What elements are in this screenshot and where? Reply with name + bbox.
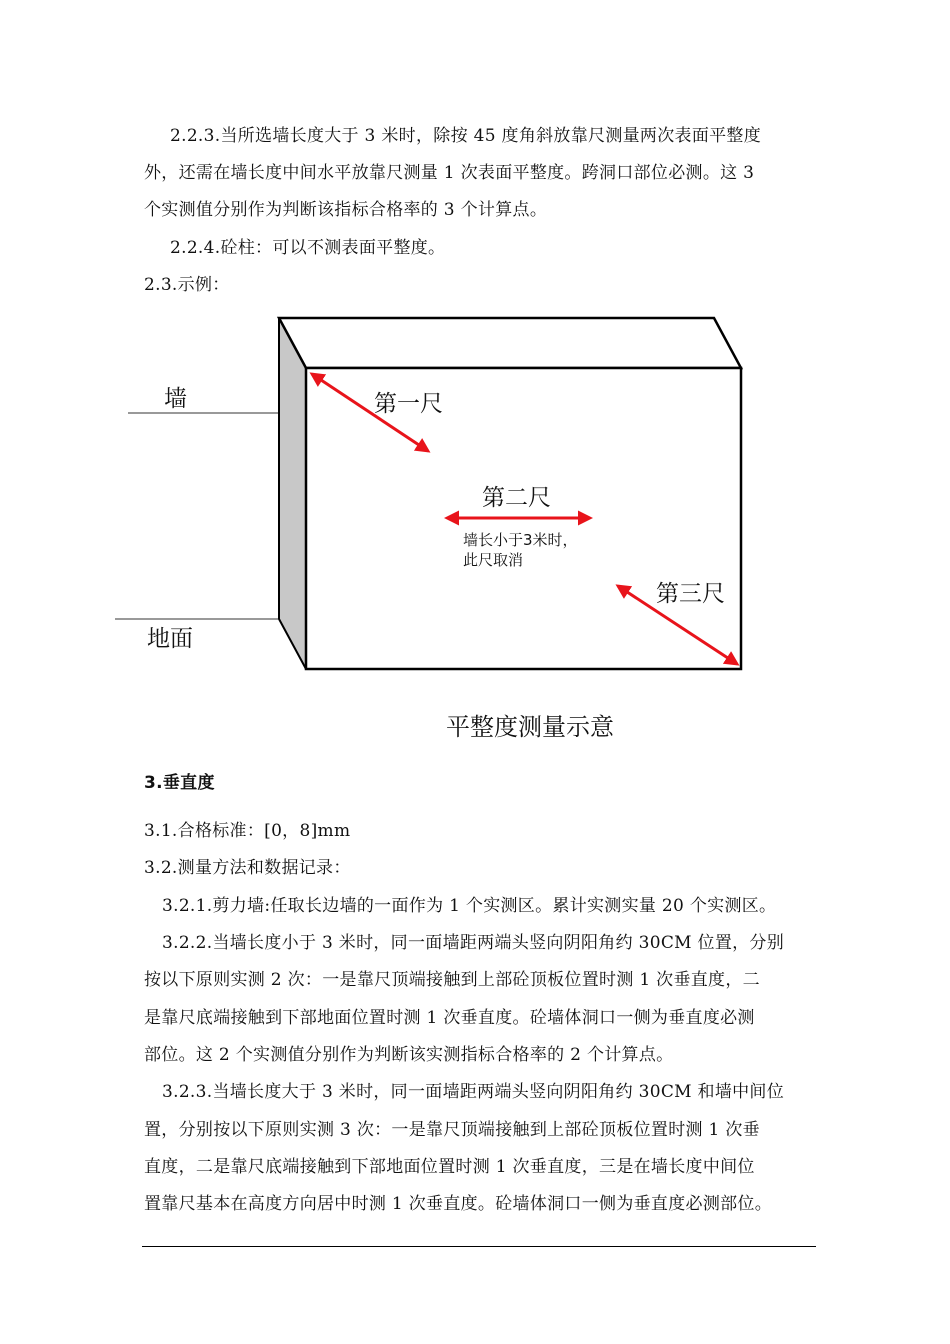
ground-label: 地面 bbox=[147, 626, 193, 652]
wall-side-face bbox=[279, 318, 306, 669]
ruler1-label: 第一尺 bbox=[374, 391, 443, 417]
note-line-2: 此尺取消 bbox=[463, 551, 524, 569]
paragraph-line: 部位。这 2 个实测值分别作为判断该实测指标合格率的 2 个计算点。 bbox=[144, 1045, 674, 1065]
paragraph-line: 个实测值分别作为判断该指标合格率的 3 个计算点。 bbox=[144, 200, 548, 220]
paragraph-line: 按以下原则实测 2 次：一是靠尺顶端接触到上部砼顶板位置时测 1 次垂直度，二 bbox=[144, 970, 760, 990]
paragraph-line: 2.3.示例： bbox=[144, 275, 230, 295]
paragraph-line: 直度，二是靠尺底端接触到下部地面位置时测 1 次垂直度，三是在墙长度中间位 bbox=[144, 1157, 755, 1177]
paragraph-line: 3.1.合格标准：[0，8]mm bbox=[144, 821, 351, 841]
wall-label: 墙 bbox=[164, 386, 187, 412]
paragraph-line: 2.2.4.砼柱：可以不测表面平整度。 bbox=[170, 238, 446, 258]
note-line-1: 墙长小于3米时， bbox=[463, 531, 578, 549]
flatness-diagram bbox=[110, 308, 830, 758]
section-heading: 3.垂直度 bbox=[144, 773, 215, 793]
wall-top-face bbox=[279, 318, 741, 368]
ruler3-label: 第三尺 bbox=[656, 581, 725, 607]
footer-divider bbox=[142, 1246, 816, 1247]
paragraph-line: 是靠尺底端接触到下部地面位置时测 1 次垂直度。砼墙体洞口一侧为垂直度必测 bbox=[144, 1008, 755, 1028]
paragraph-line: 3.2.3.当墙长度大于 3 米时，同一面墙距两端头竖向阴阳角约 30CM 和墙中间位 bbox=[162, 1082, 785, 1102]
paragraph-line: 外，还需在墙长度中间水平放靠尺测量 1 次表面平整度。跨洞口部位必测。这 3 bbox=[144, 163, 755, 183]
paragraph-line: 3.2.1.剪力墙:任取长边墙的一面作为 1 个实测区。累计实测实量 20 个实测区。 bbox=[162, 896, 777, 916]
paragraph-line: 置靠尺基本在高度方向居中时测 1 次垂直度。砼墙体洞口一侧为垂直度必测部位。 bbox=[144, 1194, 773, 1214]
paragraph-line: 3.2.测量方法和数据记录： bbox=[144, 858, 351, 878]
paragraph-line: 2.2.3.当所选墙长度大于 3 米时，除按 45 度角斜放靠尺测量两次表面平整度 bbox=[170, 126, 762, 146]
ruler2-label: 第二尺 bbox=[482, 485, 551, 511]
paragraph-line: 3.2.2.当墙长度小于 3 米时，同一面墙距两端头竖向阴阳角约 30CM 位置，分别 bbox=[162, 933, 785, 953]
diagram-caption: 平整度测量示意 bbox=[446, 713, 614, 741]
paragraph-line: 置，分别按以下原则实测 3 次：一是靠尺顶端接触到上部砼顶板位置时测 1 次垂 bbox=[144, 1120, 760, 1140]
